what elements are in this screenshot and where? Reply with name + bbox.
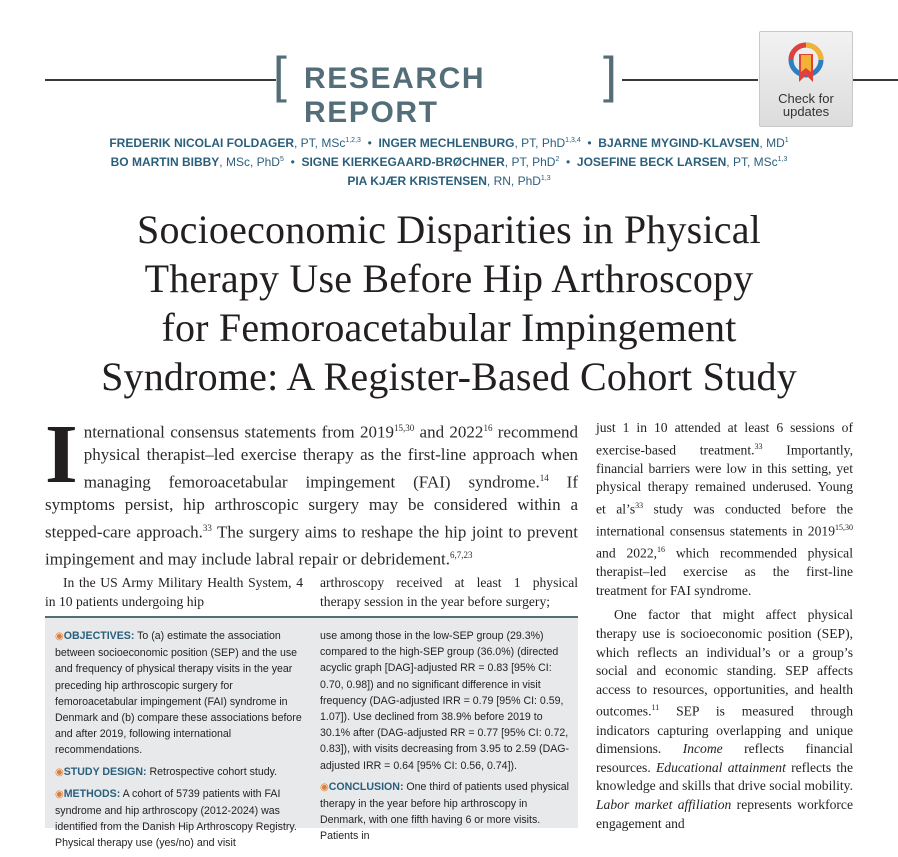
- section-text: Retrospective cohort study.: [146, 765, 278, 778]
- author-affiliation: 1,3: [777, 156, 788, 163]
- body-text: represents workforce engagement and: [596, 796, 853, 831]
- author-credentials: , RN, PhD: [486, 174, 541, 188]
- body-emphasis: Income: [682, 741, 723, 757]
- right-paragraph-1: [596, 419, 853, 600]
- body-left-column: In the US Army Military Health System, 4 in 10 patients undergoing hip: [45, 575, 303, 609]
- author-affiliation: 1: [784, 137, 789, 144]
- author-name: INGER MECHLENBURG: [378, 136, 515, 150]
- author-separator: •: [584, 136, 599, 150]
- author-name: BO MARTIN BIBBY: [110, 155, 220, 169]
- abstract-results: use among those in the low-SEP group (29.3%) compared to the high-SEP group (36.0%) (directed acyclic graph [DAG]-adjusted RR = 0.83 [95% CI: 0.70, 0.98]) and no significant difference in visit frequency (DAG-adjusted IRR = 0.79 [95% CI: 0.59, 1.07]). Use declined from 38.9% before 2019 to 30.1% after (DAG-adjusted RR = 0.77 [95% CI: 0.72, 0.83]), with visits decreasing from 3.95 to 2.59 (DAG-adjusted IRR = 0.64 [95% CI: 0.56, 0.74]).: [320, 630, 570, 772]
- author-name: PIA KJÆR KRISTENSEN: [347, 174, 487, 188]
- author-affiliation: 1,3: [540, 175, 551, 182]
- body-text: SEP is measured through indicators capturing overlapping and unique dimensions.: [596, 703, 853, 757]
- body-text: which recommended physical therapist–led exercise as the first-line treatment for FAI syndrome.: [596, 545, 853, 598]
- section-header: [273, 47, 623, 129]
- body-text: reflects financial resources.: [596, 741, 853, 775]
- author-credentials: , MSc, PhD: [219, 155, 280, 169]
- abstract-left-column: [55, 628, 305, 857]
- author-affiliation: 1,2,3: [345, 137, 361, 144]
- citation: 15,30: [835, 523, 853, 533]
- author-affiliation: 1,3,4: [565, 137, 581, 144]
- title-line: Syndrome: A Register-Based Cohort Study: [101, 354, 797, 399]
- author-separator: •: [562, 155, 577, 169]
- section-text: One third of patients used physical therapy in the year before hip arthroscopy in Denmark, with one fifth having 6 or more visits. Patients in: [320, 780, 569, 843]
- body-emphasis: Labor market affiliation: [596, 796, 732, 812]
- citation: 16: [483, 423, 493, 433]
- citation: 11: [651, 703, 660, 713]
- citation: 16: [657, 545, 666, 555]
- check-for-updates-line2: updates: [782, 104, 830, 119]
- header-rule-left: [45, 79, 276, 81]
- header-rule-right: [622, 79, 758, 81]
- body-emphasis: Educational attainment: [656, 759, 786, 775]
- intro-text: The surgery aims to reshape the hip joint to prevent impingement and may include labral repair or debridement.: [45, 522, 578, 569]
- author-line-3: [40, 169, 858, 191]
- body-text: One factor that might affect physical therapy use is socioeconomic position (SEP), which reflects an individual’s or a group’s social and economic standing. SEP affects access to resources, opportunities, and health outcomes.: [596, 607, 853, 719]
- author-credentials: , MD: [759, 136, 785, 150]
- section-text: A cohort of 5739 patients with FAI syndrome and hip arthroscopy (2012-2024) was identified from the Danish Hip Arthroscopy Registry. Physical therapy use (yes/no) and visit: [55, 787, 297, 850]
- author-credentials: , PT, PhD: [504, 155, 556, 169]
- check-for-updates-line1: Check for: [778, 91, 834, 106]
- author-credentials: , PT, MSc: [726, 155, 778, 169]
- header-label: RESEARCH REPORT: [304, 62, 486, 129]
- citation: 15,30: [393, 423, 415, 433]
- check-for-updates-button[interactable]: [759, 31, 853, 127]
- header-bracket-right: ]: [603, 47, 617, 103]
- citation: 33: [635, 500, 644, 510]
- bullet-icon: ◉: [55, 631, 64, 642]
- citation: 33: [754, 441, 763, 451]
- header-rule-far-right: [853, 79, 898, 81]
- bullet-icon: ◉: [55, 766, 64, 778]
- author-name: FREDERIK NICOLAI FOLDAGER: [109, 136, 294, 150]
- author-credentials: , PT, MSc: [294, 136, 346, 150]
- check-for-updates-label: [760, 92, 852, 118]
- citation: 6,7,23: [450, 549, 473, 560]
- author-affiliation: 2: [555, 156, 560, 163]
- body-text: Importantly, financial barriers were low in this setting, yet physical therapy remained underused. Young et al’s: [596, 442, 853, 517]
- author-name: JOSEFINE BECK LARSEN: [576, 155, 727, 169]
- abstract-box: [45, 616, 578, 850]
- abstract-study-design: [55, 764, 305, 781]
- body-text: reflects the knowledge and skills that drive social mobility.: [596, 759, 853, 794]
- intro-text: recommend physical therapist–led exercise therapy as the first-line approach when managing femoroacetabular impingement (FAI) syndrome.: [83, 422, 579, 492]
- citation: 33: [202, 522, 212, 533]
- section-label: STUDY DESIGN:: [63, 765, 147, 778]
- intro-text: and 2022: [414, 422, 484, 442]
- author-separator: •: [287, 155, 302, 169]
- author-separator: •: [364, 136, 379, 150]
- bullet-icon: ◉: [55, 788, 64, 800]
- author-name: BJARNE MYGIND-KLAVSEN: [598, 136, 760, 150]
- header-bracket-left: [: [273, 47, 287, 103]
- body-text: study was conducted before the international consensus statements in 2019: [596, 501, 853, 539]
- section-label: CONCLUSION:: [328, 780, 404, 793]
- title-line: for Femoroacetabular Impingement: [161, 305, 737, 350]
- bullet-icon: ◉: [320, 781, 329, 793]
- intro-paragraph: [45, 408, 579, 571]
- title-line: Socioeconomic Disparities in Physical: [137, 207, 761, 252]
- drop-cap: I: [45, 408, 78, 501]
- section-label: OBJECTIVES:: [63, 630, 135, 642]
- abstract-conclusion: [320, 779, 570, 845]
- title-line: Therapy Use Before Hip Arthroscopy: [144, 256, 754, 301]
- author-credentials: , PT, PhD: [514, 136, 566, 150]
- bookmark-ring-icon: [788, 42, 824, 86]
- author-affiliation: 5: [279, 156, 284, 163]
- body-text: and 2022,: [596, 545, 658, 561]
- abstract-objectives: [55, 628, 305, 759]
- citation: 14: [539, 472, 549, 483]
- body-right-column: [596, 419, 853, 833]
- author-name: SIGNE KIERKEGAARD-BRØCHNER: [301, 155, 505, 169]
- section-text: To (a) estimate the association between socioeconomic position (SEP) and the use and frequency of physical therapy visits in the year preceding hip arthroscopic surgery for femoroacetabular impingement (FAI) syndrome in Denmark and (b) compare these associations before and after 2019, following international recommendations.: [55, 630, 302, 757]
- body-text: just 1 in 10 attended at least 6 sessions of exercise-based treatment.: [596, 420, 853, 458]
- body-middle-column: arthroscopy received at least 1 physical therapy session in the year before surgery;: [320, 575, 578, 609]
- abstract-methods: [55, 786, 305, 852]
- abstract-right-column: [320, 628, 570, 850]
- intro-text: nternational consensus statements from 2019: [83, 422, 394, 442]
- article-title: [20, 205, 878, 401]
- intro-text: If symptoms persist, hip arthroscopic surgery may be considered within a stepped-care approach.: [45, 472, 578, 542]
- section-label: METHODS:: [63, 787, 121, 800]
- right-paragraph-2: [596, 606, 853, 833]
